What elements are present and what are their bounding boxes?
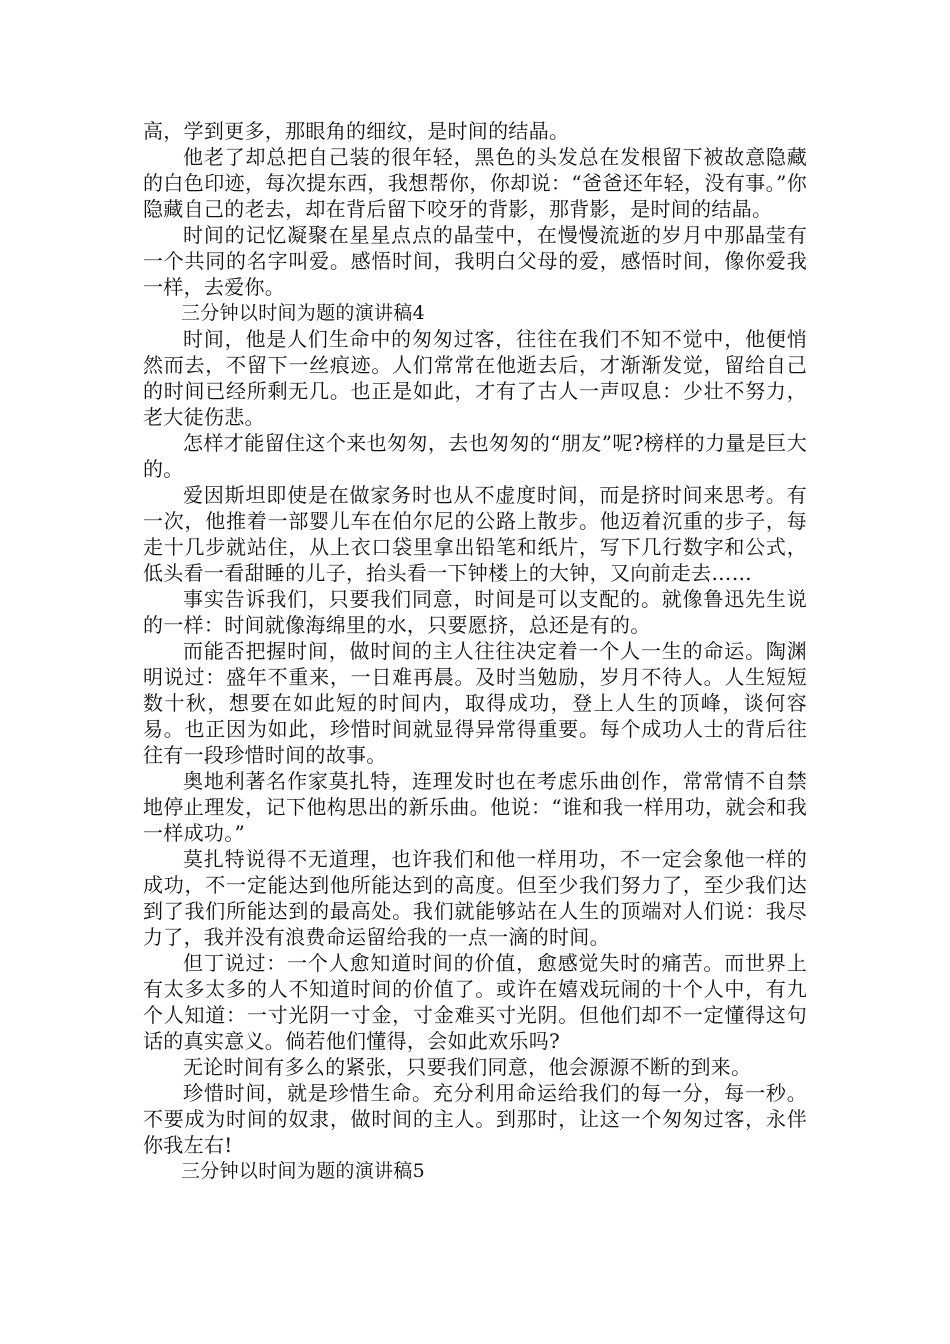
- paragraph: 但丁说过：一个人愈知道时间的价值，愈感觉失时的痛苦。而世界上有太多太多的人不知道时间的价值了。或许在嬉戏玩闹的十个人中，有九个人知道：一寸光阴一寸金，寸金难买寸光阴。但他们却不一定懂得这句话的真实意义。倘若他们懂得，会如此欢乐吗?: [143, 951, 807, 1053]
- paragraph: 时间，他是人们生命中的匆匆过客，往往在我们不知不觉中，他便悄然而去，不留下一丝痕迹。人们常常在他逝去后，才渐渐发觉，留给自己的时间已经所剩无几。也正是如此，才有了古人一声叹息：少壮不努力，老大徒伤悲。: [143, 327, 807, 429]
- paragraph: 事实告诉我们，只要我们同意，时间是可以支配的。就像鲁迅先生说的一样：时间就像海绵里的水，只要愿挤，总还是有的。: [143, 587, 807, 637]
- section-heading: 三分钟以时间为题的演讲稿5: [181, 1160, 425, 1182]
- section-heading: 三分钟以时间为题的演讲稿4: [181, 302, 425, 324]
- paragraph: 时间的记忆凝聚在星星点点的晶莹中，在慢慢流逝的岁月中那晶莹有一个共同的名字叫爱。感悟时间，我明白父母的爱，感悟时间，像你爱我一样，去爱你。: [143, 223, 807, 299]
- paragraph: 他老了却总把自己装的很年轻，黑色的头发总在发根留下被故意隐藏的白色印迹，每次提东西，我想帮你，你却说：“爸爸还年轻，没有事。”你隐藏自己的老去，却在背后留下咬牙的背影，那背影，是时间的结晶。: [143, 145, 807, 221]
- paragraph: 无论时间有多么的紧张，只要我们同意，他会源源不断的到来。: [183, 1055, 752, 1079]
- paragraph: 奥地利著名作家莫扎特，连理发时也在考虑乐曲创作，常常情不自禁地停止理发，记下他构思出的新乐曲。他说：“谁和我一样用功，就会和我一样成功。”: [143, 769, 807, 845]
- paragraph: 莫扎特说得不无道理，也许我们和他一样用功，不一定会象他一样的成功，不一定能达到他所能达到的高度。但至少我们努力了，至少我们达到了我们所能达到的最高处。我们就能够站在人生的顶端对人们说：我尽力了，我并没有浪费命运留给我的一点一滴的时间。: [143, 847, 807, 949]
- paragraph: 而能否把握时间，做时间的主人往往决定着一个人一生的命运。陶渊明说过：盛年不重来，一日难再晨。及时当勉励，岁月不待人。人生短短数十秋，想要在如此短的时间内，取得成功，登上人生的顶峰，谈何容易。也正因为如此，珍惜时间就显得异常得重要。每个成功人士的背后往往有一段珍惜时间的故事。: [143, 639, 807, 767]
- paragraph: 高，学到更多，那眼角的细纹，是时间的结晶。: [143, 119, 570, 143]
- document-page: [143, 118, 807, 1184]
- paragraph: 珍惜时间，就是珍惜生命。充分利用命运给我们的每一分，每一秒。不要成为时间的奴隶，做时间的主人。到那时，让这一个匆匆过客，永伴你我左右!: [143, 1081, 807, 1157]
- paragraph: 怎样才能留住这个来也匆匆，去也匆匆的“朋友”呢?榜样的力量是巨大的。: [143, 431, 807, 481]
- paragraph: 爱因斯坦即使是在做家务时也从不虚度时间，而是挤时间来思考。有一次，他推着一部婴儿车在伯尔尼的公路上散步。他迈着沉重的步子，每走十几步就站住，从上衣口袋里拿出铅笔和纸片，写下几行数字和公式，低头看一看甜睡的儿子，抬头看一下钟楼上的大钟，又向前走去……: [143, 483, 807, 585]
